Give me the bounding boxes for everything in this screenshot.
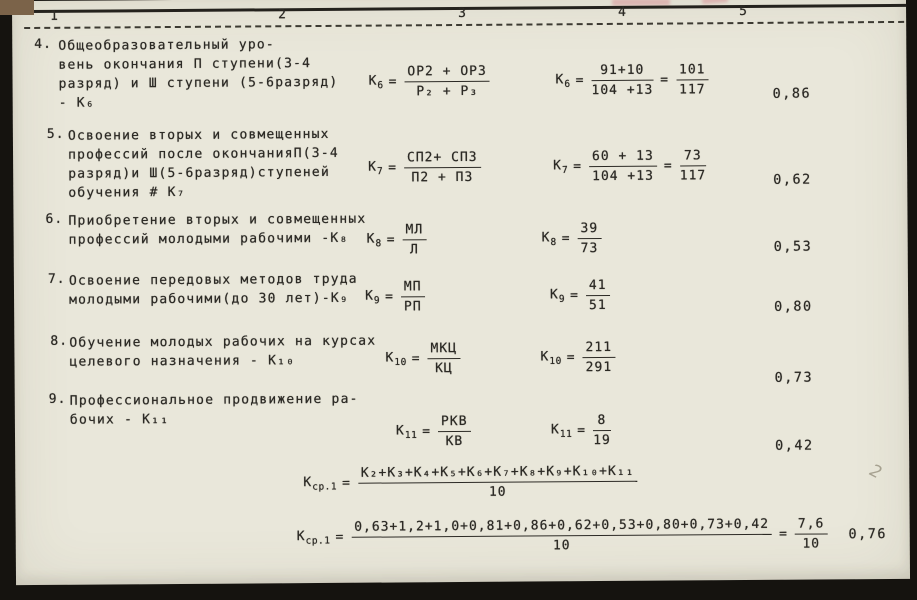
ink-bleed-artifact [702, 0, 728, 4]
description-line: Приобретение вторых и совмещенных [68, 211, 367, 229]
formula-numeric [553, 148, 708, 184]
description-line: Освоение передовых методов труда [68, 271, 358, 289]
equals-sign: = [573, 159, 583, 175]
formula-numeric [555, 62, 710, 98]
formula-numeric [551, 413, 613, 448]
formula-symbolic [396, 414, 473, 450]
fraction-denominator: Р₂ + Р₃ [416, 83, 479, 100]
fraction-denominator: 104 +13 [591, 82, 654, 99]
coefficient-symbol: $К_9$ [549, 287, 566, 305]
fraction-numerator: РКВ [438, 414, 471, 432]
fraction-numerator: МЛ [402, 222, 426, 240]
item-description [58, 35, 338, 113]
fraction-numerator: 41 [586, 278, 610, 296]
fraction-denominator: Л [409, 242, 419, 258]
equals-sign: = [335, 529, 345, 545]
description-line: целевого назначения - К₁₀ [69, 353, 296, 370]
item-description [69, 332, 376, 372]
description-line: молодыми рабочими(до 30 лет)-К₉ [69, 290, 349, 308]
fraction-denominator: 10 [552, 538, 571, 554]
fraction [589, 149, 657, 184]
item-number: 4. [34, 36, 52, 52]
item-number: 5. [46, 126, 65, 142]
fraction-denominator: 10 [802, 536, 821, 552]
fraction-denominator: 104 +13 [592, 168, 654, 185]
fraction-numerator: 60 + 13 [589, 149, 657, 167]
fraction-numerator: 8 [593, 413, 611, 431]
fraction-denominator: П2 + П3 [411, 169, 474, 186]
fraction-numerator: МКЦ [427, 341, 460, 359]
fraction-denominator: КЦ [435, 361, 453, 377]
fraction-numerator: 91+10 [591, 63, 653, 81]
coefficient-symbol: $К_{ср.1}$ [303, 474, 338, 493]
equals-sign: = [386, 232, 396, 248]
fraction [680, 148, 707, 183]
description-line: - К₆ [58, 95, 95, 111]
formula-symbolic [367, 222, 429, 257]
coefficient-symbol: $К_6$ [555, 71, 571, 90]
item-number: 8. [50, 333, 69, 349]
fraction-numerator: 7,6 [795, 516, 828, 534]
equals-sign: = [388, 74, 398, 90]
item-number: 7. [47, 271, 66, 287]
equals-sign: = [566, 350, 576, 366]
description-line: разряд) и Ш ступени (5-6разряд) [58, 74, 339, 92]
formula-numeric [542, 221, 604, 256]
table-header-rule [24, 21, 904, 29]
equals-sign: = [422, 424, 432, 440]
coefficient-symbol: $К_6$ [368, 73, 384, 91]
fraction-denominator: РП [403, 299, 422, 315]
coefficient-symbol: $К_{11}$ [550, 422, 573, 440]
equals-sign: = [411, 351, 421, 367]
fraction [401, 279, 425, 314]
pencil-annotation: 2 [864, 461, 887, 483]
column-number-2: 2 [278, 7, 287, 23]
fraction [593, 413, 611, 448]
coefficient-symbol: $К_8$ [541, 230, 557, 248]
equals-sign: = [575, 73, 585, 89]
coefficient-symbol: $К_{ср.1}$ [296, 528, 331, 547]
fraction-numerator: 39 [577, 221, 601, 239]
column-number-3: 3 [458, 5, 467, 22]
fraction [795, 516, 828, 551]
item-number: 9. [48, 391, 67, 407]
fraction [591, 63, 653, 98]
fraction-numerator: 0,63+1,2+1,0+0,81+0,86+0,62+0,53+0,80+0,73+0,42 [351, 517, 772, 538]
average-formula-symbolic [303, 464, 639, 501]
coefficient-symbol: $К_{10}$ [540, 349, 562, 367]
equals-sign: = [385, 289, 394, 305]
coefficient-symbol: $К_7$ [368, 159, 384, 177]
description-line: разряд)и Ш(5-6разряд)ступеней [68, 164, 331, 182]
description-line: Общеобразовательный уро- [58, 37, 275, 54]
description-line: обучения # К₇ [68, 184, 186, 201]
item-description [69, 270, 358, 310]
equals-sign: = [342, 475, 351, 491]
fraction-denominator: 117 [679, 82, 706, 98]
equals-sign: = [663, 158, 673, 174]
fraction-denominator: КВ [445, 433, 464, 450]
formula-symbolic [368, 64, 492, 100]
coefficient-symbol: $К_{11}$ [395, 423, 418, 441]
formula-numeric [550, 278, 612, 313]
value-cell: 0,42 [775, 437, 814, 454]
formula-symbolic [368, 150, 483, 186]
equals-sign: = [570, 288, 579, 304]
fraction-numerator: ОР2 + ОР3 [404, 64, 490, 83]
equals-sign: = [577, 423, 587, 439]
description-line: Обучение молодых рабочих на курсах [69, 333, 377, 351]
fraction-denominator: 51 [588, 297, 607, 314]
fraction [404, 64, 490, 100]
column-number-1: 1 [50, 8, 59, 24]
coefficient-symbol: $К_8$ [366, 231, 382, 249]
column-number-5: 5 [739, 3, 748, 20]
fraction [404, 150, 481, 186]
description-line: вень окончания П ступени(3-4 [58, 56, 312, 73]
document-page [12, 0, 910, 585]
fraction [676, 62, 709, 97]
value-cell: 0,73 [774, 369, 814, 386]
fraction-numerator: МП [401, 279, 425, 297]
description-line: Освоение вторых и совмещенных [67, 126, 330, 144]
average-formula-numeric [297, 516, 887, 555]
column-number-4: 4 [618, 4, 627, 20]
fraction [438, 414, 471, 449]
equals-sign: = [779, 526, 788, 542]
fraction-numerator: 73 [680, 148, 707, 166]
equals-sign: = [660, 72, 670, 88]
equals-sign: = [388, 160, 398, 176]
fraction [427, 341, 460, 376]
description-line: бочих - К₁₁ [69, 412, 170, 428]
value-cell: 0,62 [773, 171, 812, 188]
fraction-denominator: 291 [585, 359, 613, 376]
summary-result: 0,76 [848, 525, 888, 542]
description-line: профессий молодыми рабочими -К₈ [68, 230, 349, 248]
description-line: Профессиональное продвижение ра- [69, 391, 359, 409]
fraction [582, 340, 615, 375]
description-line: профессий после окончанияП(3-4 [67, 145, 339, 163]
fraction-denominator: 73 [580, 241, 599, 257]
value-cell: 0,53 [773, 238, 813, 255]
fraction-denominator: 19 [593, 432, 611, 449]
value-cell: 0,80 [774, 298, 813, 315]
scan-corner-artifact [0, 0, 34, 15]
value-cell: 0,86 [772, 85, 812, 102]
item-number: 6. [45, 211, 64, 227]
equals-sign: = [561, 231, 571, 247]
coefficient-symbol: $К_7$ [553, 157, 569, 176]
fraction [577, 221, 601, 256]
formula-symbolic [385, 341, 462, 377]
fraction-numerator: СП2+ СП3 [404, 150, 481, 169]
fraction [402, 222, 426, 257]
fraction [358, 464, 638, 501]
fraction-denominator: 10 [488, 484, 507, 500]
fraction-numerator: К₂+К₃+К₄+К₅+К₆+К₇+К₈+К₉+К₁₀+К₁₁ [358, 464, 638, 484]
formula-symbolic [365, 279, 427, 314]
fraction-numerator: 101 [676, 62, 709, 80]
fraction [586, 278, 610, 313]
fraction [351, 517, 772, 555]
item-description [68, 125, 339, 203]
coefficient-symbol: $К_9$ [364, 288, 381, 306]
fraction-numerator: 211 [582, 340, 615, 358]
fraction-denominator: 117 [679, 168, 707, 184]
coefficient-symbol: $К_{10}$ [385, 350, 407, 368]
formula-numeric [540, 340, 617, 376]
item-description [68, 210, 366, 250]
item-description [70, 390, 359, 430]
